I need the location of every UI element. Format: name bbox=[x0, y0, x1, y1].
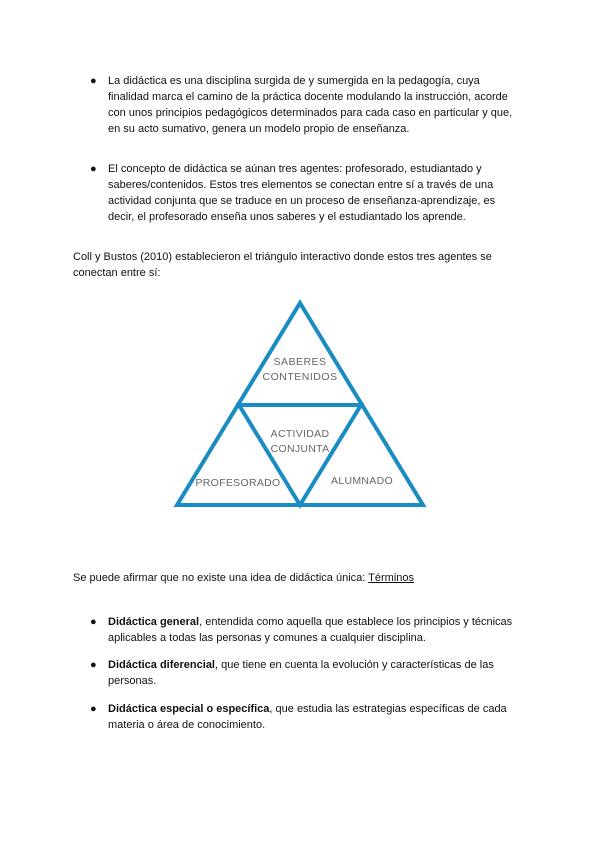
bullet-text bbox=[108, 657, 520, 689]
bullet-description: , entendida como aquella que establece los principios y técnicas aplicables a todas las personas y comunes a cualquier disciplina. bbox=[108, 616, 513, 644]
label-actividad: ACTIVIDAD bbox=[270, 428, 330, 440]
bullet-dot: ● bbox=[90, 163, 97, 175]
bullet-dot: ● bbox=[90, 75, 97, 87]
interactive-triangle-diagram bbox=[170, 295, 430, 515]
bullet-term: Didáctica diferencial bbox=[108, 659, 215, 671]
label-alumnado: ALUMNADO bbox=[331, 475, 393, 487]
terminos-link[interactable]: Términos bbox=[368, 572, 415, 584]
bullet-dot: ● bbox=[90, 703, 97, 715]
label-conjunta: CONJUNTA bbox=[270, 443, 330, 455]
label-contenidos: CONTENIDOS bbox=[262, 371, 338, 383]
bullet-item-didactica-general bbox=[90, 614, 520, 646]
label-saberes: SABERES bbox=[273, 356, 327, 368]
bullet-item-three-agents bbox=[90, 161, 520, 225]
bullet-item-didactica-diferencial bbox=[90, 657, 520, 689]
bullet-text bbox=[108, 614, 520, 646]
bullet-dot: ● bbox=[90, 616, 97, 628]
bullet-description: , que tiene en cuenta la evolución y características de las personas. bbox=[108, 659, 494, 687]
bullet-text: La didáctica es una disciplina surgida de y sumergida en la pedagogía, cuya finalidad marca el camino de la práctica docente modulando la instrucción, acorde con unos principios pedagógicos determinados para cada caso en particular y que, en su acto sumativo, genera un modelo propio de enseñanza. bbox=[108, 75, 513, 135]
bullet-term: Didáctica general bbox=[108, 616, 200, 628]
statement-paragraph bbox=[73, 570, 513, 586]
intro-paragraph: Coll y Bustos (2010) establecieron el triángulo interactivo donde estos tres agentes se conectan entre sí: bbox=[73, 251, 492, 279]
statement-text: Se puede afirmar que no existe una idea de didáctica única: bbox=[73, 572, 369, 584]
bullet-text: El concepto de didáctica se aúnan tres agentes: profesorado, estudiantado y saberes/contenidos. Estos tres elementos se conectan entre sí a través de una actividad conjunta que se traduce en un proceso de enseñanza-aprendizaje, es decir, el profesorado enseña unos saberes y el estudiantado los aprende. bbox=[108, 163, 496, 223]
label-profesorado: PROFESORADO bbox=[195, 477, 281, 489]
bullet-item-didactica-definition bbox=[90, 73, 520, 137]
bullet-dot: ● bbox=[90, 659, 97, 671]
bullet-description: , que estudia las estrategias específicas de cada materia o área de conocimiento. bbox=[108, 703, 507, 731]
inner-triangle bbox=[239, 405, 361, 505]
bullet-term: Didáctica especial o específica bbox=[108, 703, 270, 715]
bullet-item-didactica-especial bbox=[90, 701, 520, 733]
bullet-text bbox=[108, 701, 520, 733]
